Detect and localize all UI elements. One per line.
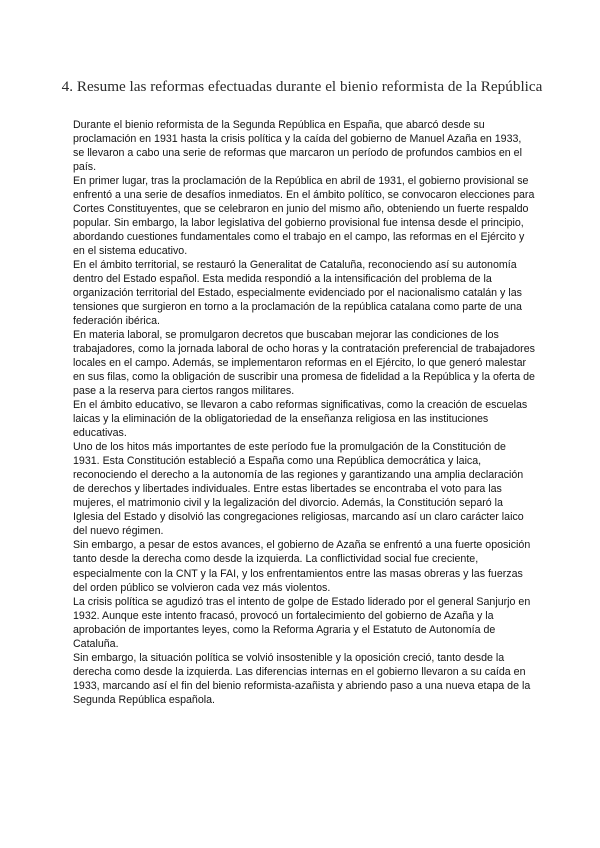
paragraph-6: Uno de los hitos más importantes de este período fue la promulgación de la Constitución de 1931. Esta Constitución estableció a España como una República democrática y laica, reconociendo el derecho a la autonomía de las regiones y garantizando una amplia declaración de derechos y libertades individuales. Entre estas libertades se encontraba el voto para las mujeres, el matrimonio civil y la legalización del divorcio. Además, la Constitución separó la Iglesia del Estado y disolvió las congregaciones religiosas, marcando así un claro carácter laico del nuevo régimen.: [73, 441, 524, 538]
paragraph-7: Sin embargo, a pesar de estos avances, el gobierno de Azaña se enfrentó a una fuerte oposición tanto desde la derecha como desde la izquierda. La conflictividad social fue creciente, especialmente con la CNT y la FAI, y los enfrentamientos entre las masas obreras y las fuerzas del orden público se volvieron cada vez más violentos.: [73, 539, 531, 594]
paragraph-8: La crisis política se agudizó tras el intento de golpe de Estado liderado por el general Sanjurjo en 1932. Aunque este intento fracasó, provocó un fortalecimiento del gobierno de Azaña y la aprobación de importantes leyes, como la Reforma Agraria y el Estatuto de Autonomía de Cataluña.: [73, 595, 531, 650]
paragraph-5: En el ámbito educativo, se llevaron a cabo reformas significativas, como la creación de escuelas laicas y la eliminación de la obligatoriedad de la enseñanza religiosa en las instituciones educativas.: [73, 399, 528, 440]
document-title: 4. Resume las reformas efectuadas durante el bienio reformista de la República: [61, 78, 543, 95]
paragraph-9: Sin embargo, la situación política se volvió insostenible y la oposición creció, tanto desde la derecha como desde la izquierda. Las diferencias internas en el gobierno llevaron a su caída en 1933, marcando así el fin del bienio reformista-azañista y abriendo paso a una nueva etapa de la Segunda República española.: [73, 651, 531, 706]
document-body: [73, 118, 535, 707]
paragraph-3: En el ámbito territorial, se restauró la Generalitat de Cataluña, reconociendo así su autonomía dentro del Estado español. Esta medida respondió a la intensificación del problema de la organización territorial del Estado, especialmente evidenciado por el nacionalismo catalán y las tensiones que surgieron en torno a la proclamación de la república catalana como parte de una federación ibérica.: [73, 259, 522, 328]
paragraph-1: Durante el bienio reformista de la Segunda República en España, que abarcó desde su proclamación en 1931 hasta la crisis política y la caída del gobierno de Manuel Azaña en 1933, se llevaron a cabo una serie de reformas que marcaron un período de profundos cambios en el país.: [73, 119, 522, 174]
paragraph-4: En materia laboral, se promulgaron decretos que buscaban mejorar las condiciones de los trabajadores, como la jornada laboral de ocho horas y la contratación preferencial de trabajadores locales en el campo. Además, se implementaron reformas en el Ejército, lo que generó malestar en sus filas, como la obligación de suscribir una promesa de fidelidad a la República y la oferta de pase a la reserva para ciertos rangos militares.: [73, 329, 535, 398]
paragraph-2: En primer lugar, tras la proclamación de la República en abril de 1931, el gobierno provisional se enfrentó a una serie de desafíos inmediatos. En el ámbito político, se convocaron elecciones para Cortes Constituyentes, que se celebraron en junio del mismo año, obteniendo un fuerte respaldo popular. Sin embargo, la labor legislativa del gobierno provisional fue intensa desde el principio, abordando cuestiones fundamentales como el trabajo en el campo, las reformas en el Ejército y en el sistema educativo.: [73, 175, 535, 258]
